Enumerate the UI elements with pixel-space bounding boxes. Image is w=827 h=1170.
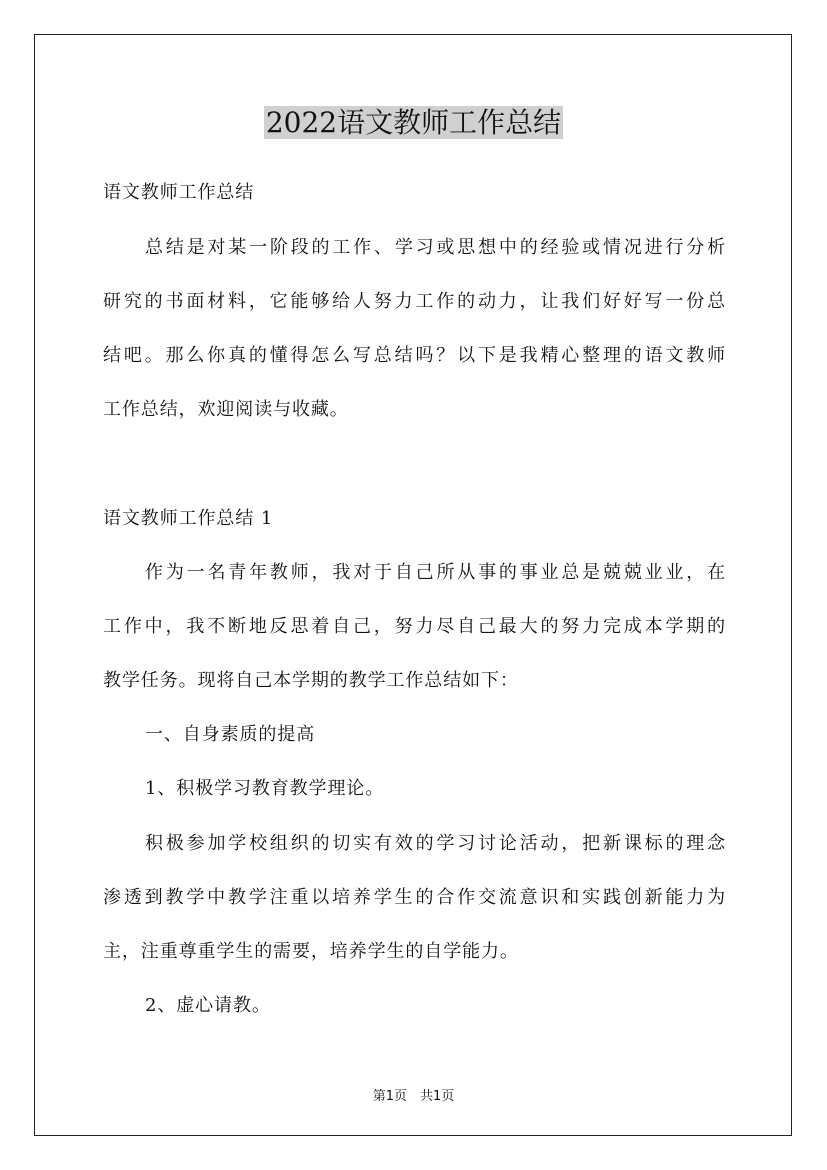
subheading: 2、虚心请教。 (145, 995, 271, 1016)
paragraph-line: 结吧。那么你真的懂得怎么写总结吗？以下是我精心整理的语文教师 (103, 345, 726, 366)
paragraph-line: 渗透到教学中教学注重以培养学生的合作交流意识和实践创新能力为 (103, 887, 726, 908)
paragraph-line: 工作中，我不断地反思着自己，努力尽自己最大的努力完成本学期的 (103, 616, 726, 637)
paragraph-line: 教学任务。现将自己本学期的教学工作总结如下： (103, 670, 519, 691)
paragraph-line: 研究的书面材料，它能够给人努力工作的动力，让我们好好写一份总 (103, 291, 726, 312)
document-title-text: 2022语文教师工作总结 (265, 106, 562, 139)
section-heading: 语文教师工作总结 (103, 182, 255, 203)
subheading: 一、自身素质的提高 (145, 724, 316, 745)
page-footer (0, 1085, 827, 1104)
section-heading: 语文教师工作总结 1 (103, 508, 274, 529)
paragraph-line: 积极参加学校组织的切实有效的学习讨论活动，把新课标的理念 (145, 833, 726, 854)
subheading: 1、积极学习教育教学理论。 (145, 778, 385, 799)
paragraph-line: 作为一名青年教师，我对于自己所从事的事业总是兢兢业业，在 (145, 562, 726, 583)
page-number: 第1页 共1页 (372, 1089, 455, 1104)
document-title (0, 103, 827, 143)
paragraph-line: 总结是对某一阶段的工作、学习或思想中的经验或情况进行分析 (145, 237, 726, 258)
paragraph-line: 工作总结，欢迎阅读与收藏。 (103, 399, 349, 420)
paragraph-line: 主，注重尊重学生的需要，培养学生的自学能力。 (103, 941, 519, 962)
